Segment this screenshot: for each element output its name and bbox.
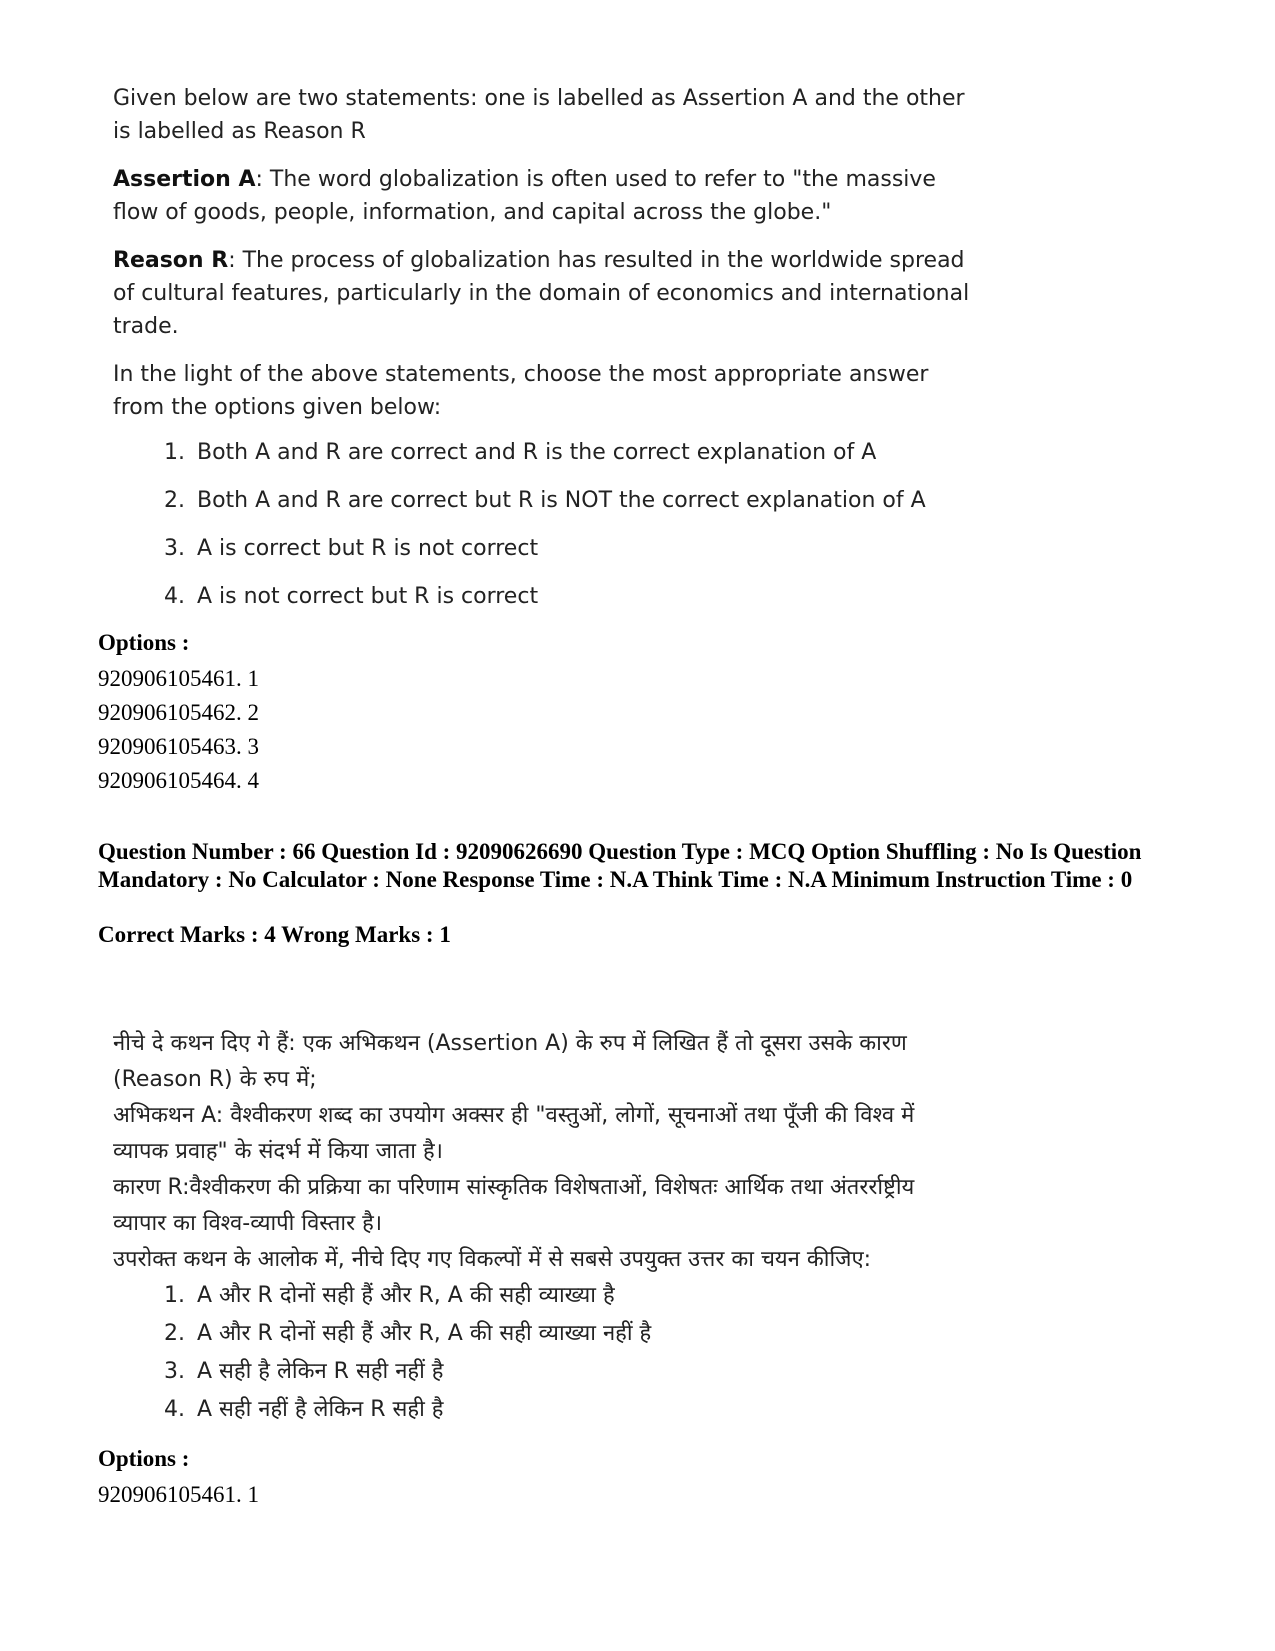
choice-text: A सही है लेकिन R सही नहीं है: [197, 1359, 444, 1384]
question-intro: Given below are two statements: one is labelled as Assertion A and the other is labelled as Reason R: [113, 86, 965, 144]
option-item: 920906105461. 1: [98, 666, 259, 691]
choice-number: 4.: [164, 1397, 185, 1422]
question-66-marks: Correct Marks : 4 Wrong Marks : 1: [98, 922, 451, 947]
question-instruction: In the light of the above statements, choose the most appropriate answer from the options given below:: [113, 362, 929, 420]
reason-label: Reason R: [113, 248, 229, 273]
answer-choice: [147, 1278, 973, 1316]
question-intro: नीचे दे कथन दिए गे हैं: एक अभिकथन (Assertion A) के रुप में लिखित हैं तो दूसरा उसके कारण (Reason R) के रुप में;: [113, 1031, 907, 1092]
answer-choice: [147, 580, 973, 628]
choice-text: Both A and R are correct and R is the correct explanation of A: [197, 440, 877, 465]
reason-statement: कारण R:वैश्वीकरण की प्रक्रिया का परिणाम सांस्कृतिक विशेषताओं, विशेषतः आर्थिक तथा अंतरर्राष्ट्रीय व्यापार का विश्व-व्यापी विस्तार है।: [113, 1175, 915, 1236]
answer-choice: [147, 1392, 973, 1430]
option-item: 920906105464. 4: [98, 768, 259, 793]
reason-text: : The process of globalization has resulted in the worldwide spread of cultural features, particularly in the domain of economics and international trade.: [113, 248, 970, 339]
reason-statement: [113, 244, 973, 343]
choice-text: A और R दोनों सही हैं और R, A की सही व्याख्या नहीं है: [197, 1321, 652, 1346]
answer-choice: [147, 484, 973, 532]
options-heading: Options :: [98, 630, 190, 655]
assertion-statement: [113, 163, 973, 229]
question-66-meta: Question Number : 66 Question Id : 92090626690 Question Type : MCQ Option Shuffling : No Is Question Mandatory : No Calculator : None Response Time : N.A Think Time : N.A Minimum Instruction Time : 0: [98, 839, 1142, 892]
options-list: [98, 1478, 259, 1512]
answer-choice: [147, 436, 973, 484]
assertion-label: Assertion A: [113, 167, 256, 192]
answer-choice: [147, 1316, 973, 1354]
choice-text: Both A and R are correct but R is NOT the correct explanation of A: [197, 488, 926, 513]
choice-number: 2.: [164, 1321, 185, 1346]
choice-number: 2.: [164, 488, 185, 513]
options-heading: Options :: [98, 1446, 190, 1471]
answer-choice: [147, 1354, 973, 1392]
answer-choice: [147, 532, 973, 580]
choice-text: A is correct but R is not correct: [197, 536, 539, 561]
choice-number: 1.: [164, 1283, 185, 1308]
question-66-body: [113, 1026, 973, 1430]
answer-choices: [147, 436, 973, 628]
option-item: 920906105461. 1: [98, 1482, 259, 1507]
choice-number: 4.: [164, 584, 185, 609]
question-65-body: [113, 82, 973, 628]
choice-text: A is not correct but R is correct: [197, 584, 539, 609]
option-item: 920906105463. 3: [98, 734, 259, 759]
choice-text: A और R दोनों सही हैं और R, A की सही व्याख्या है: [197, 1283, 615, 1308]
options-list: [98, 662, 259, 798]
choice-number: 1.: [164, 440, 185, 465]
option-item: 920906105462. 2: [98, 700, 259, 725]
choice-text: A सही नहीं है लेकिन R सही है: [197, 1397, 444, 1422]
assertion-statement: अभिकथन A: वैश्वीकरण शब्द का उपयोग अक्सर ही "वस्तुओं, लोगों, सूचनाओं तथा पूँजी की विश्व में व्यापक प्रवाह" के संदर्भ में किया जाता है।: [113, 1103, 915, 1164]
assertion-text: : The word globalization is often used to refer to "the massive flow of goods, people, information, and capital across the globe.": [113, 167, 936, 225]
question-instruction: उपरोक्त कथन के आलोक में, नीचे दिए गए विकल्पों में से सबसे उपयुक्त उत्तर का चयन कीजिए:: [113, 1247, 872, 1272]
choice-number: 3.: [164, 536, 185, 561]
answer-choices: [147, 1278, 973, 1430]
choice-number: 3.: [164, 1359, 185, 1384]
